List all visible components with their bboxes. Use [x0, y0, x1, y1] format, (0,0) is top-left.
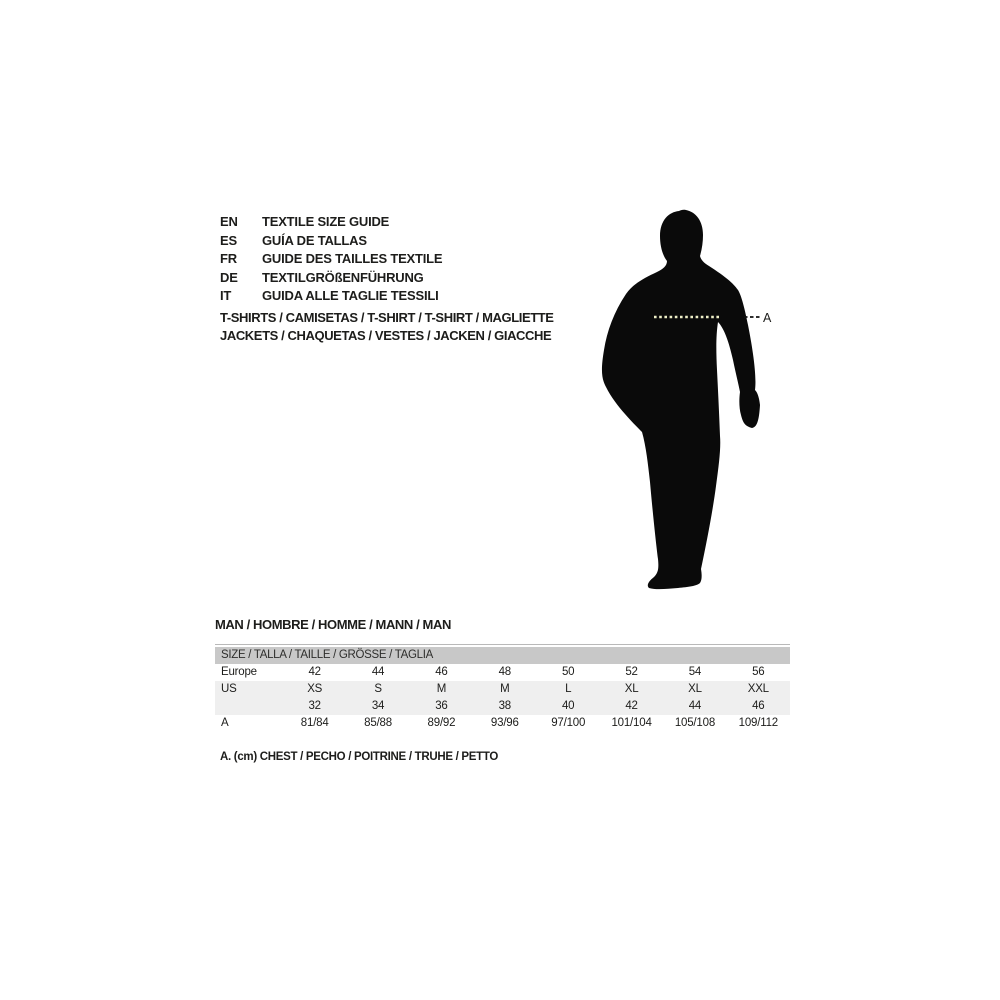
table-cell: 85/88 — [364, 717, 392, 729]
section-title: MAN / HOMBRE / HOMME / MANN / MAN — [215, 617, 451, 632]
language-label: GUÍA DE TALLAS — [262, 232, 367, 248]
language-row — [220, 269, 442, 288]
table-cell: 101/104 — [611, 717, 652, 729]
language-row — [220, 250, 442, 269]
table-cell: 46 — [435, 666, 448, 678]
table-cell: 105/108 — [674, 717, 716, 729]
language-label: TEXTILGRÖßENFÜHRUNG — [262, 269, 424, 285]
table-row-label: A — [221, 717, 229, 729]
language-code: FR — [220, 251, 237, 266]
measurement-footnote: A. (cm) CHEST / PECHO / POITRINE / TRUHE / PETTO — [220, 751, 499, 763]
language-code: DE — [220, 269, 238, 285]
table-cell: XXL — [747, 683, 769, 695]
product-line: T-SHIRTS / CAMISETAS / T-SHIRT / T-SHIRT / MAGLIETTE — [220, 310, 554, 325]
language-code: EN — [220, 214, 238, 229]
product-category-lines — [220, 309, 554, 344]
language-row — [220, 232, 442, 251]
table-row — [215, 715, 790, 732]
table-cell: 81/84 — [300, 717, 329, 729]
table-header: SIZE / TALLA / TAILLE / GRÖSSE / TAGLIA — [215, 647, 790, 664]
table-cell: 52 — [625, 666, 638, 678]
table-row-label — [215, 698, 283, 715]
language-label: TEXTILE SIZE GUIDE — [262, 214, 390, 229]
measurement-label-a: A — [763, 311, 772, 325]
table-cell: S — [374, 683, 382, 695]
table-cell: 56 — [752, 666, 765, 678]
table-row-label: US — [221, 683, 237, 695]
table-row — [215, 681, 790, 698]
man-silhouette-figure — [595, 200, 780, 595]
table-cell: M — [436, 683, 447, 695]
table-row-label: Europe — [221, 666, 257, 678]
table-cell: 48 — [498, 666, 512, 678]
table-cell: 44 — [688, 700, 702, 712]
table-row — [215, 698, 790, 715]
table-cell: 54 — [688, 666, 702, 678]
language-label: GUIDE DES TAILLES TEXTILE — [262, 251, 443, 266]
man-silhouette-shape — [602, 210, 760, 589]
language-code: IT — [220, 288, 232, 303]
table-cell: 89/92 — [427, 717, 456, 729]
table-rows — [215, 664, 790, 732]
table-cell: 32 — [308, 700, 321, 712]
table-cell: M — [500, 683, 510, 695]
language-row — [220, 287, 442, 306]
table-cell: 44 — [371, 666, 385, 678]
table-cell: 34 — [371, 700, 385, 712]
table-cell: 36 — [435, 700, 448, 712]
table-cell: L — [565, 683, 572, 695]
table-cell: XS — [307, 683, 323, 695]
table-top-rule — [215, 644, 790, 645]
product-line: JACKETS / CHAQUETAS / VESTES / JACKEN / GIACCHE — [220, 327, 552, 343]
table-cell: 46 — [752, 700, 765, 712]
table-cell: XL — [624, 683, 639, 695]
table-cell: 93/96 — [490, 717, 519, 729]
table-cell: 97/100 — [551, 717, 586, 729]
table-cell: 42 — [308, 666, 321, 678]
table-cell: 50 — [561, 666, 575, 678]
table-cell: 38 — [498, 700, 512, 712]
language-code: ES — [220, 232, 237, 248]
language-label: GUIDA ALLE TAGLIE TESSILI — [262, 288, 439, 303]
table-row — [215, 664, 790, 681]
language-row — [220, 213, 442, 232]
language-list — [220, 213, 442, 306]
table-cell: 42 — [625, 700, 638, 712]
size-table — [215, 644, 790, 732]
table-cell: 109/112 — [738, 717, 778, 729]
table-cell: XL — [688, 683, 702, 695]
table-cell: 40 — [561, 700, 575, 712]
